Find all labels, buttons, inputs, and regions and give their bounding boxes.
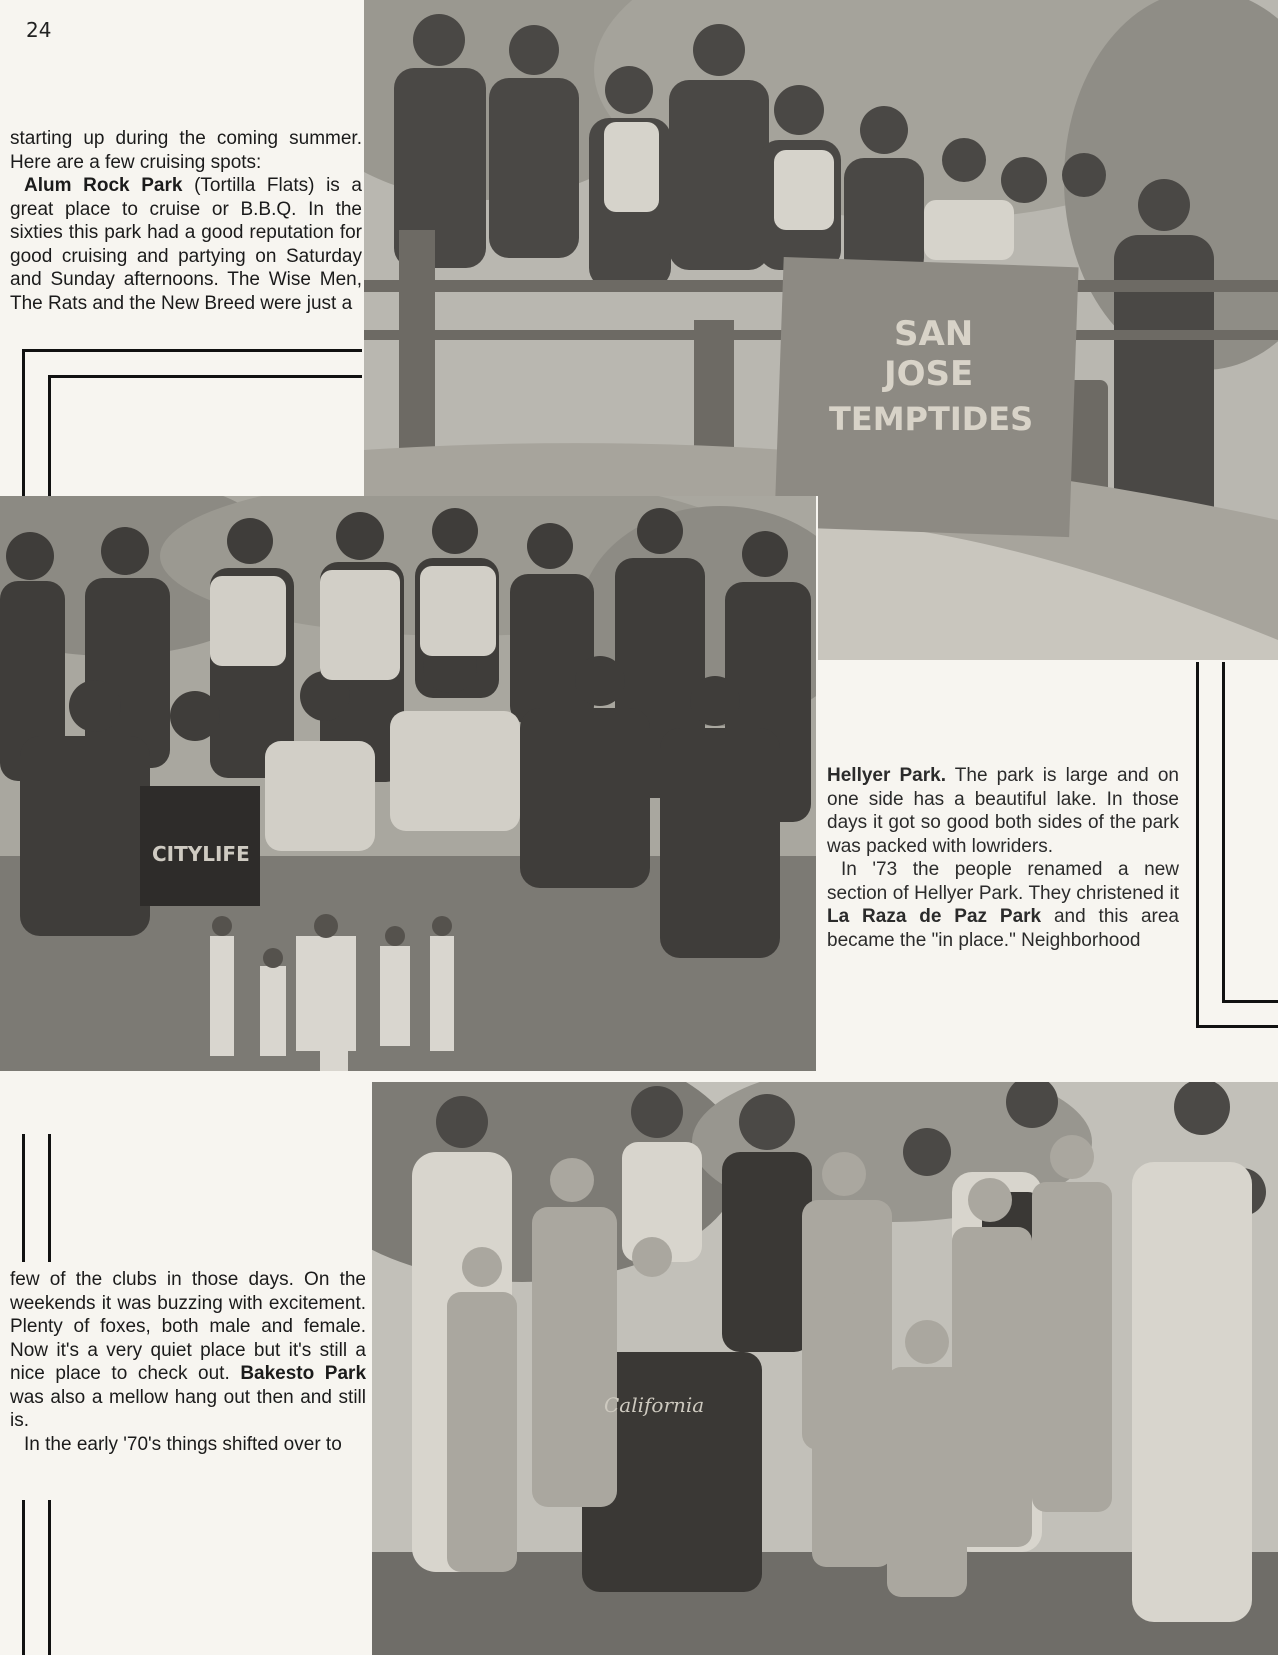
text-paragraph: In '73 the people renamed a new section of Hellyer Park. They christened it La Raza de Paz Park and this area became the "in place." Neighborhood — [827, 859, 1179, 951]
decorative-rule — [48, 375, 51, 496]
decorative-rule — [22, 349, 362, 352]
jacket-text: CITYLIFE — [152, 842, 250, 866]
text-block-bakesto — [10, 1268, 366, 1456]
decorative-rule — [48, 1134, 51, 1262]
decorative-rule — [1222, 1000, 1278, 1003]
park-name-la-raza-de-paz: La Raza de Paz Park — [827, 906, 1042, 927]
decorative-rule — [22, 349, 25, 496]
photo-kids-group — [372, 1082, 1278, 1655]
page-number: 24 — [26, 18, 52, 42]
jacket-text: California — [604, 1393, 705, 1417]
decorative-rule — [22, 1500, 25, 1655]
park-name-alum-rock: Alum Rock Park — [24, 175, 183, 196]
decorative-rule — [1196, 662, 1199, 1028]
photo-club-trophies — [0, 496, 818, 1073]
text-paragraph: Hellyer Park. The park is large and on one side has a beautiful lake. In those days it got so good both sides of the park was packed with lowriders. — [827, 765, 1179, 857]
park-name-hellyer: Hellyer Park. — [827, 765, 946, 786]
banner-line-1: SAN — [894, 314, 974, 354]
banner-line-2: JOSE — [884, 354, 974, 394]
text-block-alum-rock — [10, 127, 362, 315]
text-paragraph: Alum Rock Park (Tortilla Flats) is a great place to cruise or B.B.Q. In the sixties this park had a good reputation for good cruising and partying on Saturday and Sunday afternoons. The Wise Men, The Rats and the New Breed were just a — [10, 175, 362, 314]
banner-line-3: TEMPTIDES — [829, 400, 1034, 438]
decorative-rule — [22, 1134, 25, 1262]
photo-kids-group-image — [372, 1082, 1278, 1655]
decorative-rule — [1196, 1025, 1278, 1028]
text-block-hellyer — [827, 764, 1179, 952]
park-name-bakesto: Bakesto Park — [240, 1363, 367, 1384]
decorative-rule — [1222, 662, 1225, 1002]
decorative-rule — [48, 375, 362, 378]
text-paragraph: starting up during the coming summer. Here are a few cruising spots: — [10, 128, 362, 173]
decorative-rule — [48, 1500, 51, 1655]
text-paragraph: few of the clubs in those days. On the weekends it was buzzing with excitement. Plenty of foxes, both male and female. Now it's a very quiet place but it's still a nice place to check out. Bakesto Park was also a mellow hang out then and still is. — [10, 1269, 367, 1431]
photo-club-trophies-image — [0, 496, 816, 1071]
text-paragraph: In the early '70's things shifted over to — [24, 1433, 342, 1455]
